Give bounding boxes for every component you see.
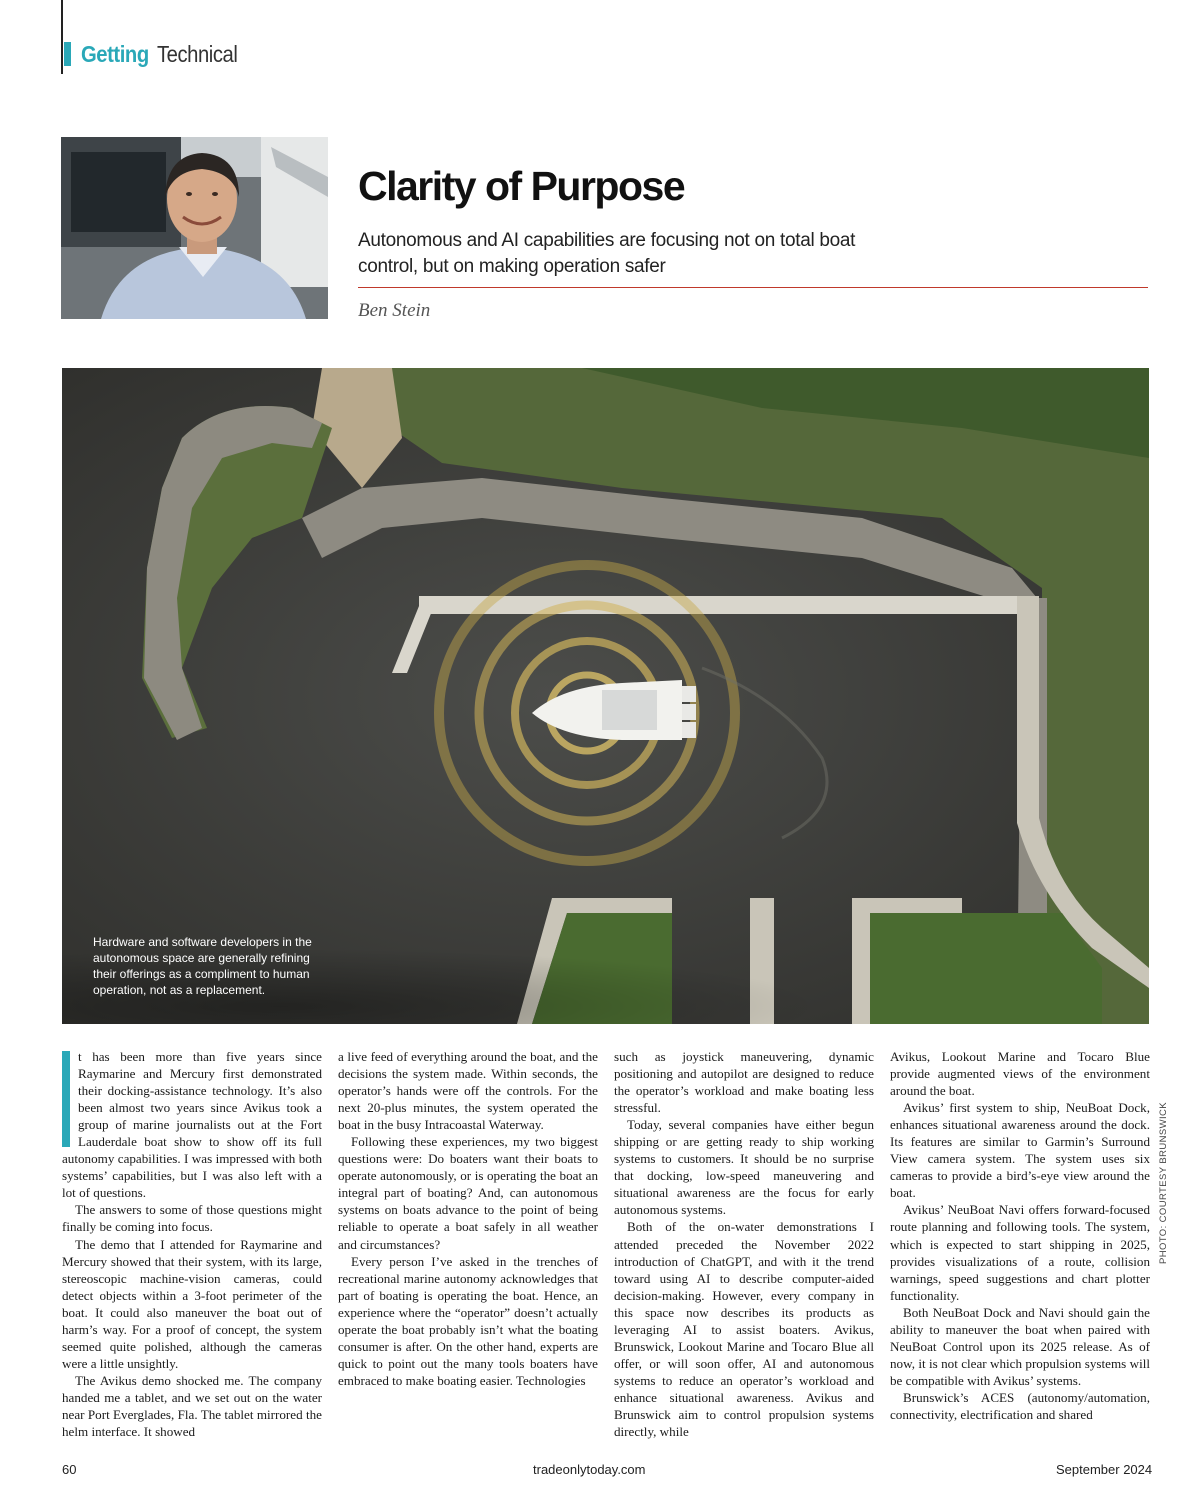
header-rule	[358, 287, 1148, 288]
paragraph: Today, several companies have either begun shipping or are getting ready to ship working systems to customers. It should be no surprise that docking, low-speed maneuvering and situational awareness are the focus for early autonomous systems.	[614, 1117, 874, 1218]
gutter-rule	[61, 0, 63, 74]
footer-site: tradeonlytoday.com	[533, 1462, 646, 1477]
photo-caption: Hardware and software developers in the autonomous space are generally refining their offerings as a compliment to human operation, not as a replacement.	[93, 935, 312, 997]
paragraph-text: t has been more than five years since Raymarine and Mercury first demonstrated their docking-assistance technology. It’s also been almost two years since Avikus took a group of marine journalists out at the Fort Lauderdale boat show to show off its full autonomy capabilities. I was impressed with both systems’ capabilities, but I was also left with a lot of questions.	[62, 1049, 322, 1201]
byline: Ben Stein	[358, 300, 431, 321]
section-tag-word-1: Getting	[81, 40, 149, 67]
paragraph: Avikus’ NeuBoat Navi offers forward-focused route planning and following tools. The system, which is expected to start shipping in 2025, provides visualizations of a route, collision warnings, speed suggestions and chart plotter functionality.	[890, 1202, 1150, 1303]
paragraph: a live feed of everything around the boat, and the decisions the system made. Within seconds, the operator’s hands were off the controls. For the next 20-plus minutes, the system operated the boat in the busy Intracoastal Waterway.	[338, 1049, 598, 1133]
paragraph: Brunswick’s ACES (autonomy/automation, connectivity, electrification and shared	[890, 1389, 1150, 1422]
paragraph: The Avikus demo shocked me. The company handed me a tablet, and we set out on the water near Port Everglades, Fla. The tablet mirrored the helm interface. It showed	[62, 1372, 322, 1440]
body-column-1	[62, 1048, 322, 1440]
paragraph: Following these experiences, my two biggest questions were: Do boaters want their boats to operate autonomously, or is operating the boat an integral part of boating? And, can autonomous systems on boats advance to the point of being reliable to operate a boat safely in all weather and circumstances?	[338, 1134, 598, 1252]
paragraph: Both NeuBoat Dock and Navi should gain the ability to maneuver the boat when paired with NeuBoat Control upon its 2025 release. As of now, it is not clear which propulsion systems will be compatible with Avikus’ systems.	[890, 1304, 1150, 1388]
body-column-4	[890, 1048, 1150, 1423]
page-number: 60	[62, 1462, 77, 1477]
section-tag-word-2: Technical	[157, 40, 238, 67]
drop-cap-bar	[62, 1051, 70, 1147]
author-portrait	[61, 137, 328, 319]
paragraph: Every person I’ve asked in the trenches of recreational marine autonomy acknowledges that part of boating is operating the boat. Hence, an experience where the “operator” doesn’t actually operate the boat probably isn’t what the boating consumer is after. On the other hand, experts are quick to point out the many tools boaters have embraced to make boating easier. Technologies	[338, 1253, 598, 1388]
article-deck: Autonomous and AI capabilities are focusing not on total boat control, but on making operation safer	[358, 230, 856, 277]
paragraph: The answers to some of those questions might finally be coming into focus.	[62, 1202, 322, 1235]
paragraph	[62, 1048, 322, 1201]
paragraph: Avikus’ first system to ship, NeuBoat Dock, enhances situational awareness around the dock. Its features are similar to Garmin’s Surround View camera system. The system uses six cameras to provide a bird’s-eye view around the boat.	[890, 1100, 1150, 1201]
section-tag-bar	[64, 42, 71, 66]
paragraph: such as joystick maneuvering, dynamic positioning and autopilot are designed to reduce the operator’s workload and make boating less stressful.	[614, 1049, 874, 1116]
photo-credit-text: PHOTO: COURTESY BRUNSWICK	[1158, 1102, 1169, 1265]
issue-date: September 2024	[1056, 1462, 1153, 1477]
section-tag	[64, 38, 248, 70]
paragraph: Avikus, Lookout Marine and Tocaro Blue provide augmented views of the environment around the boat.	[890, 1049, 1150, 1099]
paragraph: The demo that I attended for Raymarine and Mercury showed that their system, with its large, stereoscopic machine-vision cameras, could detect objects within a 3-foot perimeter of the boat. It could also maneuver the boat out of harm’s way. For a proof of concept, the system seemed quite polished, although the cameras were a little unsightly.	[62, 1236, 322, 1371]
body-column-2	[338, 1048, 598, 1389]
paragraph: Both of the on-water demonstrations I attended preceded the November 2022 introduction of ChatGPT, and with it the trend toward using AI to describe computer-aided decision-making. However, every company in this space now describes its products as leveraging AI to assist boaters. Avikus, Brunswick, Lookout Marine and Tocaro Blue all offer, or will soon offer, AI and autonomous systems to reduce an operator’s workload and enhance situational awareness. Avikus and Brunswick aim to control propulsion systems directly, while	[614, 1219, 874, 1440]
body-column-3	[614, 1048, 874, 1440]
article-headline: Clarity of Purpose	[358, 163, 685, 209]
aerial-photo-boat-docking	[62, 368, 1149, 1024]
